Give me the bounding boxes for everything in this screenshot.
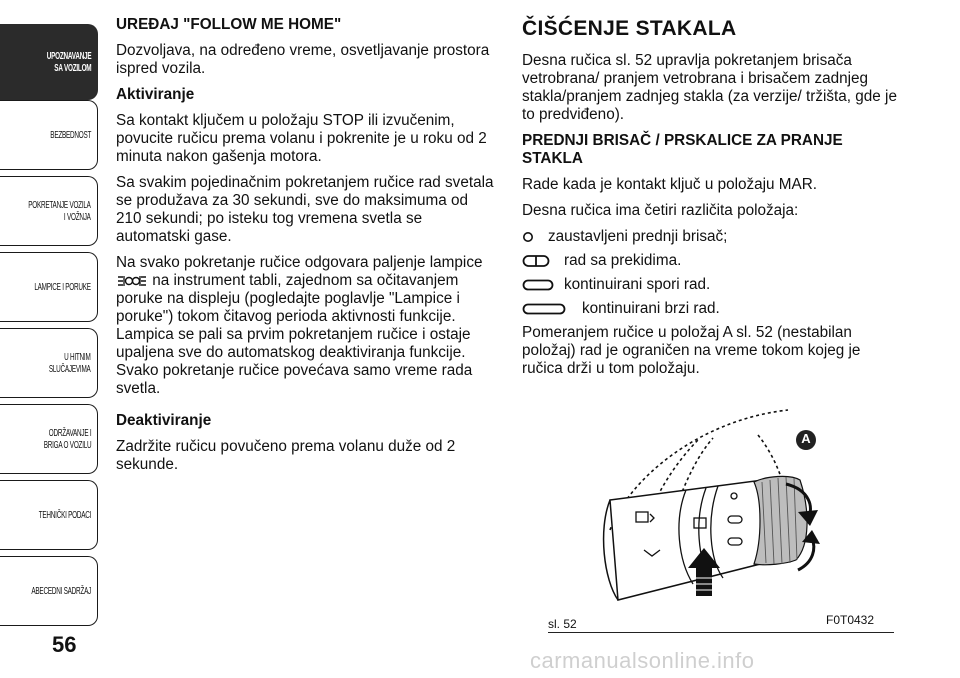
tab-odrzavanje[interactable] xyxy=(0,404,98,474)
tab-label: ABECEDNI SADRŽAJ xyxy=(31,584,91,597)
option-text: zaustavljeni prednji brisač; xyxy=(548,228,728,245)
tab-label: POKRETANJE VOZILA xyxy=(28,198,91,211)
follow-me-home-lamp-icon xyxy=(116,274,148,288)
list-item xyxy=(522,252,902,270)
watermark-text: carmanualsonline.info xyxy=(530,648,755,673)
list-item xyxy=(522,228,902,246)
list-item xyxy=(522,300,902,318)
left-column xyxy=(116,16,496,482)
tab-label: SA VOZILOM xyxy=(53,62,91,74)
figure-caption: sl. 52 xyxy=(548,617,577,631)
tab-upoznavanje[interactable] xyxy=(0,24,98,100)
figure-code: F0T0432 xyxy=(826,613,875,627)
figure-wiper-stalk xyxy=(548,400,894,633)
paragraph: Desna ručica ima četiri različita položaja: xyxy=(522,202,799,219)
tab-bezbednost[interactable] xyxy=(0,100,98,170)
wiper-fast-icon xyxy=(522,303,582,315)
tab-lampice[interactable] xyxy=(0,252,98,322)
tab-label: U HITNIM xyxy=(64,350,91,363)
wiper-slow-icon xyxy=(522,279,564,291)
tab-label: BRIGA O VOZILU xyxy=(43,439,91,451)
paragraph xyxy=(116,254,496,398)
page-number: 56 xyxy=(52,632,77,657)
tab-abecedni[interactable] xyxy=(0,556,98,626)
tab-label: ODRŽAVANJE I xyxy=(48,426,91,439)
section-title: ČIŠĆENJE STAKALA xyxy=(522,17,737,40)
right-column xyxy=(522,16,902,386)
subheading-front-wiper: PREDNJI BRISAČ / PRSKALICE ZA PRANJE STAKLA xyxy=(522,132,843,167)
paragraph: Sa kontakt ključem u položaju STOP ili izvučenim, povucite ručicu prema volanu i pokrenite je u roku od 2 minuta nakon gašenja motora. xyxy=(116,112,487,165)
paragraph: Rade kada je kontakt ključ u položaju MAR. xyxy=(522,176,818,193)
tab-hitni[interactable] xyxy=(0,328,98,398)
wiper-off-icon xyxy=(522,231,548,243)
figure-marker-a: A xyxy=(801,431,811,446)
option-text: kontinuirani brzi rad. xyxy=(582,300,720,317)
tab-label: LAMPICE I PORUKE xyxy=(34,280,91,293)
paragraph: Dozvoljava, na određeno vreme, osvetljavanje prostora ispred vozila. xyxy=(116,42,490,77)
option-text: kontinuirani spori rad. xyxy=(564,276,711,293)
subheading-activation: Aktiviranje xyxy=(116,86,195,103)
option-text: rad sa prekidima. xyxy=(564,252,682,269)
text-fragment: na instrument tabli, zajednom sa očitavanjem poruke na displeju (pogledajte poglavlje "Lampice i poruke") tokom čitavog perioda aktivnosti funkcije. Lampica se pali sa prvim pokretanjem ručice i ostaje upaljena sve do automatskog deaktiviranja funkcije. Svako pokretanje ručice povećava samo vreme rada svetla. xyxy=(116,272,473,397)
section-heading: UREĐAJ "FOLLOW ME HOME" xyxy=(116,16,342,33)
tab-label: UPOZNAVANJE xyxy=(46,49,91,62)
tab-label: BEZBEDNOST xyxy=(50,128,91,141)
list-item xyxy=(522,276,902,294)
tab-label: I VOŽNJA xyxy=(64,211,91,223)
text-fragment: Na svako pokretanje ručice odgovara paljenje lampice xyxy=(116,254,483,271)
subheading-deactivation: Deaktiviranje xyxy=(116,412,212,429)
tab-label: TEHNIČKI PODACI xyxy=(38,508,91,521)
paragraph: Sa svakim pojedinačnim pokretanjem ručice rad svetala se produžava za 30 sekundi, sve do maksimuma od 210 sekundi; po isteku tog vremena svetla se automatski gase. xyxy=(116,174,494,245)
paragraph: Desna ručica sl. 52 upravlja pokretanjem brisača vetrobrana/ pranjem vetrobrana i brisačem zadnjeg stakla/pranjem zadnjeg stakla (za verzije/ tržišta, gde je to predviđeno). xyxy=(522,52,897,123)
tab-tehnicki[interactable] xyxy=(0,480,98,550)
paragraph: Pomeranjem ručice u položaj A sl. 52 (nestabilan položaj) rad je ograničen na vreme tokom kojeg je ručica drži u tom položaju. xyxy=(522,324,861,377)
tab-pokretanje[interactable] xyxy=(0,176,98,246)
wiper-stalk-illustration xyxy=(548,400,894,632)
tab-label: SLUČAJEVIMA xyxy=(49,363,91,375)
paragraph: Zadržite ručicu povučeno prema volanu duže od 2 sekunde. xyxy=(116,438,456,473)
wiper-intermittent-icon xyxy=(522,254,564,268)
